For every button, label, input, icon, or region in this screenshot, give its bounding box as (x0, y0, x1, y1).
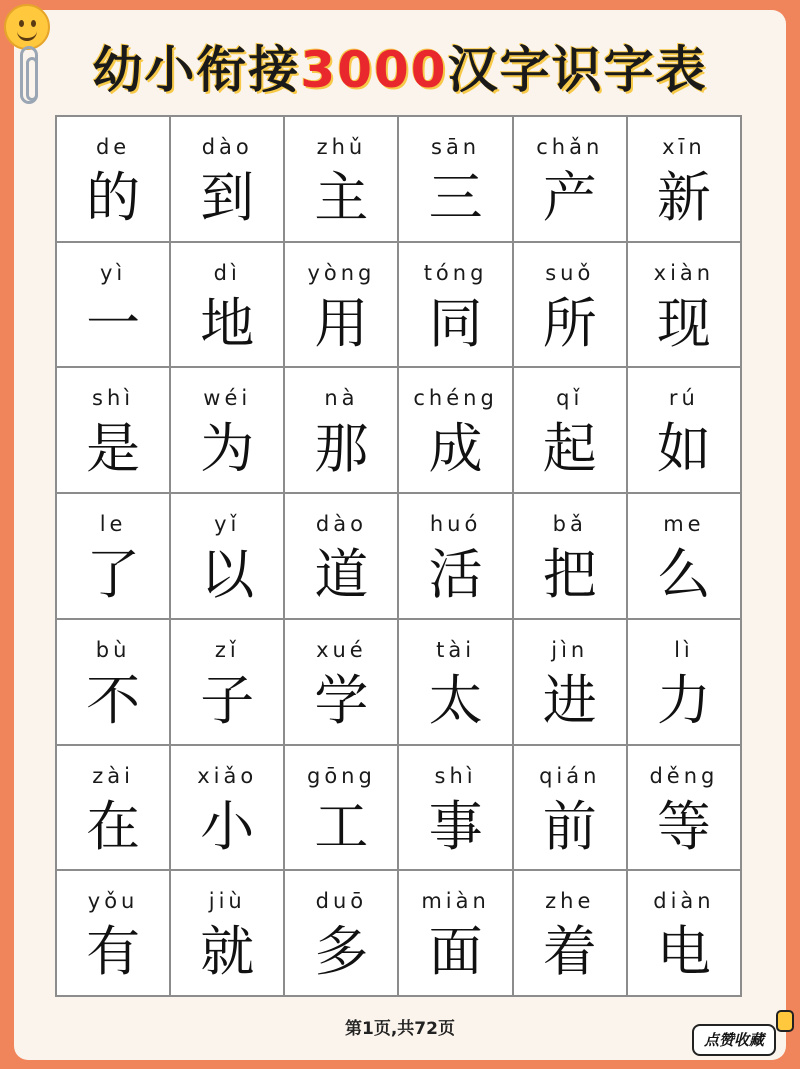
hanzi-character: 力 (656, 668, 711, 732)
title-prefix: 幼小衔接 (92, 41, 301, 99)
character-cell (285, 746, 397, 870)
hanzi-character: 么 (656, 543, 711, 607)
hanzi-character: 不 (86, 668, 141, 732)
character-cell (399, 494, 511, 618)
character-cell (628, 620, 740, 744)
character-cell (285, 368, 397, 492)
character-cell (628, 871, 740, 995)
character-cell (57, 871, 169, 995)
hanzi-character: 是 (86, 417, 141, 481)
hanzi-character: 多 (314, 920, 369, 984)
character-cell (628, 117, 740, 241)
hanzi-character: 到 (200, 166, 255, 229)
hanzi-character: 学 (314, 668, 369, 732)
hanzi-character: 以 (200, 543, 255, 607)
character-cell (57, 746, 169, 870)
pinyin-label: jìn (551, 637, 589, 662)
hanzi-character: 道 (314, 543, 369, 607)
character-cell (171, 620, 283, 744)
pinyin-label: huó (429, 512, 482, 537)
hanzi-character: 前 (542, 794, 597, 858)
hanzi-character: 三 (428, 166, 483, 229)
thumbs-up-icon (776, 1010, 794, 1032)
page-title (0, 30, 800, 102)
pinyin-label: yǐ (214, 512, 241, 537)
character-cell (514, 243, 626, 367)
pinyin-label: xué (316, 637, 367, 662)
character-cell (285, 243, 397, 367)
title-suffix: 汉字识字表 (447, 41, 708, 99)
pinyin-label: xiǎo (197, 763, 258, 788)
hanzi-character: 那 (314, 417, 369, 481)
character-cell (399, 746, 511, 870)
pinyin-label: zhǔ (316, 135, 367, 159)
pinyin-label: zài (92, 763, 134, 788)
hanzi-character: 产 (542, 166, 597, 229)
pinyin-label: zǐ (214, 637, 240, 662)
character-cell (57, 368, 169, 492)
hanzi-character: 活 (428, 543, 483, 607)
character-cell (628, 746, 740, 870)
hanzi-character: 为 (200, 417, 255, 481)
pinyin-label: xiàn (653, 260, 715, 285)
pinyin-label: bù (95, 637, 131, 662)
pinyin-label: shì (434, 763, 477, 788)
character-cell (628, 243, 740, 367)
hanzi-character: 地 (200, 291, 255, 355)
character-cell (399, 620, 511, 744)
character-cell (514, 620, 626, 744)
character-cell (514, 117, 626, 241)
hanzi-character: 同 (428, 291, 483, 355)
hanzi-character: 面 (428, 920, 483, 984)
pinyin-label: gōng (306, 763, 376, 788)
hanzi-character: 现 (656, 291, 711, 355)
hanzi-character: 成 (428, 417, 483, 481)
hanzi-character: 有 (86, 920, 141, 984)
pinyin-label: suǒ (545, 260, 595, 285)
pinyin-label: yǒu (87, 889, 139, 914)
hanzi-character: 事 (428, 794, 483, 858)
hanzi-character: 新 (656, 166, 711, 229)
character-cell (285, 871, 397, 995)
pinyin-label: nà (324, 386, 359, 411)
hanzi-character: 把 (542, 543, 597, 607)
pinyin-label: miàn (421, 889, 490, 914)
character-cell (57, 117, 169, 241)
pinyin-label: shì (92, 386, 135, 411)
character-cell (514, 494, 626, 618)
character-cell (285, 494, 397, 618)
hanzi-character: 一 (86, 291, 141, 355)
title-number: 3000 (300, 41, 448, 99)
pinyin-label: zhe (545, 889, 595, 914)
page-indicator: 第1页,共72页 (345, 1019, 455, 1039)
pinyin-label: de (95, 135, 131, 159)
character-cell (628, 368, 740, 492)
hanzi-character: 工 (314, 794, 369, 858)
pinyin-label: xīn (662, 135, 706, 159)
pinyin-label: chǎn (536, 135, 604, 159)
pinyin-label: rú (668, 386, 699, 411)
character-cell (57, 620, 169, 744)
pinyin-label: yòng (307, 260, 376, 285)
character-cell (171, 494, 283, 618)
hanzi-character: 着 (542, 920, 597, 984)
pinyin-label: wéi (203, 386, 252, 411)
pinyin-label: me (663, 512, 705, 537)
badge-label: 点赞收藏 (703, 1031, 764, 1049)
character-cell (171, 117, 283, 241)
hanzi-character: 子 (200, 668, 255, 732)
pinyin-label: dào (315, 512, 367, 537)
hanzi-character: 起 (542, 417, 597, 481)
character-cell (285, 620, 397, 744)
pinyin-label: le (99, 512, 127, 537)
pinyin-label: jiù (208, 889, 246, 914)
character-grid (55, 115, 742, 997)
pinyin-label: tóng (423, 260, 488, 285)
character-cell (514, 746, 626, 870)
character-cell (171, 368, 283, 492)
hanzi-character: 等 (656, 794, 711, 858)
character-cell (399, 117, 511, 241)
hanzi-character: 主 (314, 166, 369, 229)
pinyin-label: yì (99, 260, 127, 285)
character-cell (399, 368, 511, 492)
character-cell (57, 494, 169, 618)
pinyin-label: lì (674, 637, 694, 662)
hanzi-character: 电 (656, 920, 711, 984)
hanzi-character: 在 (86, 794, 141, 858)
hanzi-character: 就 (200, 920, 255, 984)
character-cell (57, 243, 169, 367)
pinyin-label: dào (201, 135, 253, 159)
hanzi-character: 如 (656, 417, 711, 481)
hanzi-character: 所 (542, 291, 597, 355)
hanzi-character: 进 (542, 668, 597, 732)
character-cell (171, 746, 283, 870)
character-cell (399, 871, 511, 995)
character-cell (171, 243, 283, 367)
character-cell (628, 494, 740, 618)
character-cell (514, 368, 626, 492)
pinyin-label: qǐ (556, 386, 584, 411)
pinyin-label: duō (315, 889, 368, 914)
character-cell (514, 871, 626, 995)
hanzi-character: 了 (86, 543, 141, 607)
pinyin-label: bǎ (552, 512, 587, 537)
character-cell (285, 117, 397, 241)
pinyin-label: dì (213, 260, 241, 285)
pinyin-label: diàn (653, 889, 715, 914)
hanzi-character: 小 (200, 794, 255, 858)
character-cell (171, 871, 283, 995)
hanzi-character: 的 (86, 166, 141, 229)
pinyin-label: chéng (413, 386, 498, 411)
hanzi-character: 太 (428, 668, 483, 732)
pinyin-label: qián (539, 763, 601, 788)
pinyin-label: tài (436, 637, 476, 662)
pinyin-label: děng (649, 763, 719, 788)
character-cell (399, 243, 511, 367)
pinyin-label: sān (431, 135, 481, 159)
hanzi-character: 用 (314, 291, 369, 355)
like-save-badge[interactable] (692, 1024, 776, 1056)
